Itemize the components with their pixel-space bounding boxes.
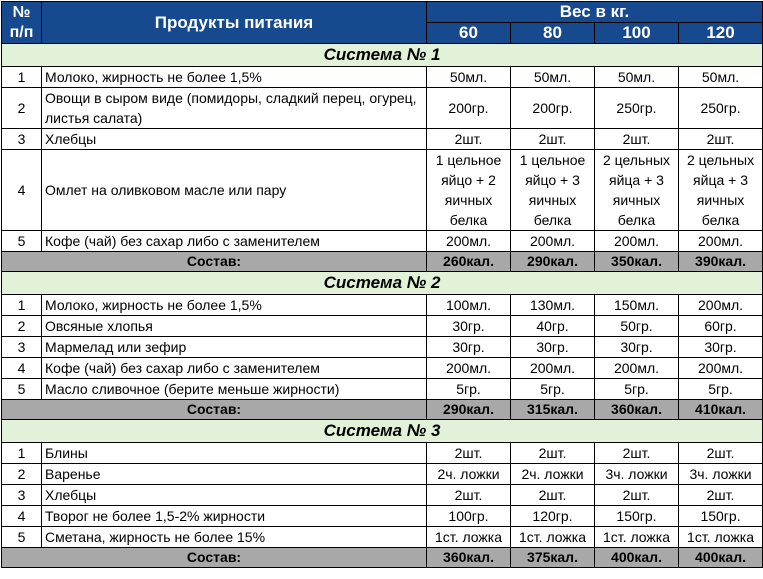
portion-value: 200мл. [427,358,511,379]
system-title-row [2,420,763,443]
total-calories: 400кал. [595,548,679,568]
product-name: Сметана, жирность не более 15% [42,527,427,548]
system-title: Система № 3 [2,420,763,443]
portion-value: 2шт. [511,129,595,150]
product-name: Омлет на оливковом масле или пару [42,150,427,231]
portion-value: 200мл. [679,295,763,316]
header-weight: Вес в кг. [427,2,763,23]
total-row [2,252,763,272]
row-number: 4 [2,358,42,379]
portion-value: 200мл. [595,358,679,379]
portion-value: 5гр. [511,379,595,400]
row-number: 4 [2,506,42,527]
portion-value: 200мл. [679,358,763,379]
portion-value: 200гр. [427,88,511,129]
product-name: Творог не более 1,5-2% жирности [42,506,427,527]
portion-value: 60гр. [679,316,763,337]
total-label: Состав: [2,400,427,420]
portion-value: 2 цельных яйца + 3 яичных белка [679,150,763,231]
portion-value: 100мл. [427,295,511,316]
header-weight-120: 120 [679,23,763,44]
table-row [2,67,763,88]
portion-value: 30гр. [427,337,511,358]
portion-value: 150гр. [679,506,763,527]
portion-value: 250гр. [595,88,679,129]
portion-value: 2ч. ложки [427,464,511,485]
row-number: 5 [2,379,42,400]
total-calories: 360кал. [595,400,679,420]
table-row [2,485,763,506]
portion-value: 30гр. [511,337,595,358]
row-number: 4 [2,150,42,231]
portion-value: 150мл. [595,295,679,316]
product-name: Молоко, жирность не более 1,5% [42,67,427,88]
nutrition-table [1,1,763,568]
row-number: 5 [2,527,42,548]
product-name: Кофе (чай) без сахар либо с заменителем [42,358,427,379]
row-number: 5 [2,231,42,252]
row-number: 2 [2,88,42,129]
table-row [2,527,763,548]
total-calories: 410кал. [679,400,763,420]
portion-value: 3ч. ложки [679,464,763,485]
portion-value: 250гр. [679,88,763,129]
portion-value: 2шт. [679,129,763,150]
portion-value: 200мл. [511,231,595,252]
portion-value: 200мл. [427,231,511,252]
table-row [2,316,763,337]
portion-value: 2шт. [511,443,595,464]
portion-value: 200мл. [595,231,679,252]
portion-value: 50гр. [595,316,679,337]
total-calories: 260кал. [427,252,511,272]
system-title: Система № 1 [2,44,763,67]
portion-value: 2шт. [679,443,763,464]
portion-value: 1ст. ложка [427,527,511,548]
portion-value: 5гр. [427,379,511,400]
header-num [2,2,42,44]
total-calories: 350кал. [595,252,679,272]
portion-value: 1ст. ложка [679,527,763,548]
product-name: Мармелад или зефир [42,337,427,358]
total-calories: 290кал. [511,252,595,272]
portion-value: 200мл. [511,358,595,379]
total-calories: 390кал. [679,252,763,272]
product-name: Масло сливочное (берите меньше жирности) [42,379,427,400]
table-row [2,129,763,150]
row-number: 2 [2,316,42,337]
total-label: Состав: [2,548,427,568]
total-label: Состав: [2,252,427,272]
portion-value: 50мл. [511,67,595,88]
product-name: Варенье [42,464,427,485]
row-number: 2 [2,464,42,485]
portion-value: 1ст. ложка [595,527,679,548]
table-row [2,443,763,464]
portion-value: 100гр. [427,506,511,527]
row-number: 3 [2,129,42,150]
header-num-line1: № [12,3,31,21]
table-row [2,295,763,316]
header-weight-60: 60 [427,23,511,44]
table-row [2,358,763,379]
portion-value: 150гр. [595,506,679,527]
table-body [2,44,763,568]
portion-value: 1 цельное яйцо + 3 яичных белка [511,150,595,231]
portion-value: 2шт. [595,129,679,150]
portion-value: 130мл. [511,295,595,316]
system-title-row [2,272,763,295]
portion-value: 2шт. [427,485,511,506]
portion-value: 30гр. [595,337,679,358]
table-row [2,506,763,527]
portion-value: 2ч. ложки [511,464,595,485]
portion-value: 3ч. ложки [595,464,679,485]
table-row [2,150,763,231]
total-calories: 375кал. [511,548,595,568]
total-calories: 360кал. [427,548,511,568]
portion-value: 50мл. [427,67,511,88]
portion-value: 5гр. [679,379,763,400]
table-row [2,88,763,129]
row-number: 3 [2,485,42,506]
table-row [2,337,763,358]
header-products: Продукты питания [42,2,427,44]
portion-value: 30гр. [679,337,763,358]
system-title-row [2,44,763,67]
total-row [2,400,763,420]
product-name: Хлебцы [42,485,427,506]
portion-value: 2шт. [427,129,511,150]
product-name: Кофе (чай) без сахар либо с заменителем [42,231,427,252]
portion-value: 2шт. [511,485,595,506]
portion-value: 30гр. [427,316,511,337]
header-weight-80: 80 [511,23,595,44]
total-calories: 290кал. [427,400,511,420]
header-num-line2: п/п [9,23,34,41]
row-number: 1 [2,67,42,88]
portion-value: 2шт. [679,485,763,506]
total-row [2,548,763,568]
product-name: Овсяные хлопья [42,316,427,337]
portion-value: 2шт. [595,485,679,506]
row-number: 1 [2,443,42,464]
portion-value: 50мл. [679,67,763,88]
portion-value: 200мл. [679,231,763,252]
row-number: 3 [2,337,42,358]
portion-value: 1 цельное яйцо + 2 яичных белка [427,150,511,231]
product-name: Хлебцы [42,129,427,150]
product-name: Овощи в сыром виде (помидоры, сладкий перец, огурец, листья салата) [42,88,427,129]
product-name: Блины [42,443,427,464]
portion-value: 5гр. [595,379,679,400]
portion-value: 2шт. [427,443,511,464]
row-number: 1 [2,295,42,316]
system-title: Система № 2 [2,272,763,295]
portion-value: 200гр. [511,88,595,129]
total-calories: 400кал. [679,548,763,568]
table-row [2,464,763,485]
portion-value: 1ст. ложка [511,527,595,548]
portion-value: 40гр. [511,316,595,337]
product-name: Молоко, жирность не более 1,5% [42,295,427,316]
portion-value: 2 цельных яйца + 3 яичных белка [595,150,679,231]
table-row [2,231,763,252]
table-row [2,379,763,400]
portion-value: 120гр. [511,506,595,527]
header-weight-100: 100 [595,23,679,44]
portion-value: 2шт. [595,443,679,464]
portion-value: 50мл. [595,67,679,88]
total-calories: 315кал. [511,400,595,420]
